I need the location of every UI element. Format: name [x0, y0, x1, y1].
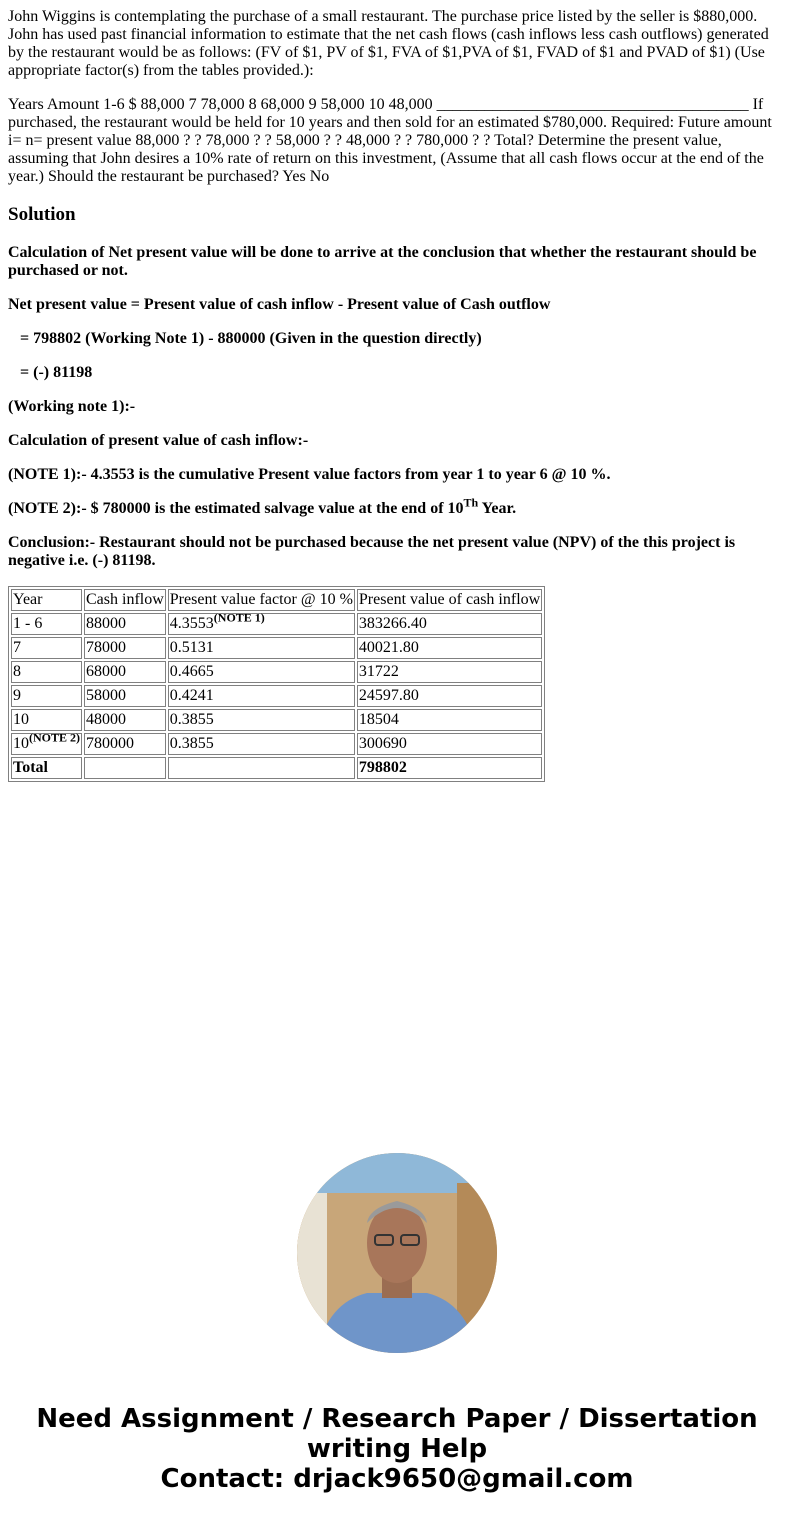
- question-paragraph-1: John Wiggins is contemplating the purchase of a small restaurant. The purchase price listed by the seller is $880,000. John has used past financial information to estimate that the net cash flows (cash inflows less cash outflows) generated by the restaurant would be as follows: (FV of $1, PV of $1, FVA of $1,PVA of $1, FVAD of $1 and PVAD of $1) (Use appropriate factor(s) from the tables provided.):: [8, 8, 769, 79]
- cell: 780000: [84, 733, 166, 755]
- banner-line-1: Need Assignment / Research Paper / Dissertation: [36, 1404, 758, 1434]
- cell: 9: [11, 685, 82, 707]
- table-row: [11, 685, 542, 707]
- cell: 300690: [357, 733, 542, 755]
- header-year: Year: [11, 589, 82, 611]
- cell: $10^{(NOTE 2)}$: [11, 733, 82, 755]
- table-total-row: [11, 757, 542, 779]
- cell: 0.4241: [168, 685, 355, 707]
- solution-intro: Calculation of Net present value will be done to arrive at the conclusion that whether the restaurant should be purchased or not.: [8, 244, 757, 279]
- document: [0, 8, 794, 782]
- cell: 0.4665: [168, 661, 355, 683]
- cell: 31722: [357, 661, 542, 683]
- cell: 0.5131: [168, 637, 355, 659]
- cell: 68000: [84, 661, 166, 683]
- cell: 0.3855: [168, 733, 355, 755]
- cell: [84, 757, 166, 779]
- header-pv-cash-inflow: Present value of cash inflow: [357, 589, 542, 611]
- working-note-label: (Working note 1):-: [8, 398, 136, 415]
- pv-table: [8, 586, 545, 782]
- cell: 1 - 6: [11, 613, 82, 635]
- cell: $4.3553^{(NOTE 1)}$: [168, 613, 355, 635]
- banner-line-2: writing Help: [306, 1434, 488, 1464]
- table-header-row: [11, 589, 542, 611]
- banner-contact-email: Contact: drjack9650@gmail.com: [160, 1464, 634, 1494]
- cell: 78000: [84, 637, 166, 659]
- header-pv-factor: Present value factor @ 10 %: [168, 589, 355, 611]
- cell: 88000: [84, 613, 166, 635]
- cell: 8: [11, 661, 82, 683]
- cell: 58000: [84, 685, 166, 707]
- cell: 40021.80: [357, 637, 542, 659]
- contact-banner: [0, 1404, 794, 1494]
- author-photo: [297, 1153, 497, 1353]
- pv-calc-label: Calculation of present value of cash inflow:-: [8, 432, 309, 449]
- table-row: [11, 709, 542, 731]
- cell: [168, 757, 355, 779]
- cell: 18504: [357, 709, 542, 731]
- npv-result: = (-) 81198: [20, 364, 93, 381]
- conclusion: Conclusion:- Restaurant should not be purchased because the net present value (NPV) of the this project is negative i.e. (-) 81198.: [8, 534, 736, 569]
- cell: 383266.40: [357, 613, 542, 635]
- table-row: [11, 637, 542, 659]
- cell: 7: [11, 637, 82, 659]
- cell: 10: [11, 709, 82, 731]
- note-2: (NOTE 2):- $ 780000 is the estimated salvage value at the end of 10Th Year.: [8, 495, 517, 517]
- npv-formula: Net present value = Present value of cash inflow - Present value of Cash outflow: [8, 296, 551, 313]
- total-label: Total: [11, 757, 82, 779]
- total-value: 798802: [357, 757, 542, 779]
- npv-calculation: = 798802 (Working Note 1) - 880000 (Given in the question directly): [20, 330, 482, 347]
- header-cash-inflow: Cash inflow: [84, 589, 166, 611]
- note-1: (NOTE 1):- 4.3553 is the cumulative Present value factors from year 1 to year 6 @ 10 %.: [8, 466, 611, 483]
- table-row: [11, 733, 542, 755]
- cell: 48000: [84, 709, 166, 731]
- cell: 24597.80: [357, 685, 542, 707]
- table-row: [11, 661, 542, 683]
- solution-heading: Solution: [8, 204, 76, 225]
- table-row: [11, 613, 542, 635]
- cell: 0.3855: [168, 709, 355, 731]
- question-paragraph-2: Years Amount 1-6 $ 88,000 7 78,000 8 68,000 9 58,000 10 48,000 _______________________________________ If purchased, the restaurant would be held for 10 years and then sold for an estimated $780,000. Required: Future amount i= n= present value 88,000 ? ? 78,000 ? ? 58,000 ? ? 48,000 ? ? 780,000 ? ? Total? Determine the present value, assuming that John desires a 10% rate of return on this investment, (Assume that all cash flows occur at the end of the year.) Should the restaurant be purchased? Yes No: [8, 96, 772, 185]
